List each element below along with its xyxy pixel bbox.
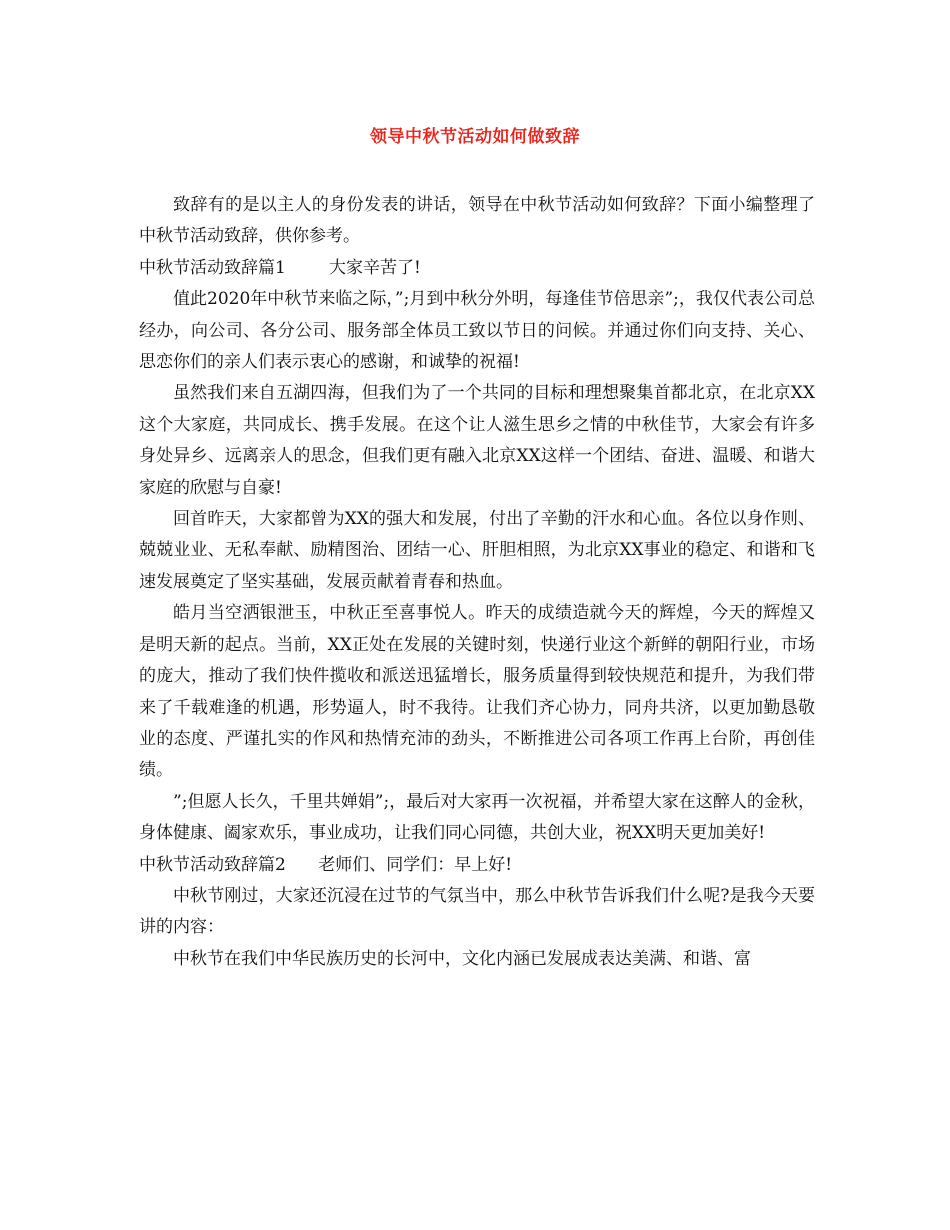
paragraph: 回首昨天，大家都曾为XX的强大和发展，付出了辛勤的汗水和心血。各位以身作则、兢兢业业、无私奉献、励精图治、团结一心、肝胆相照，为北京XX事业的稳定、和谐和飞速发展奠定了坚实基础，发展贡献着青春和热血。 <box>139 509 815 592</box>
paragraph: 皓月当空洒银泄玉，中秋正至喜事悦人。昨天的成绩造就今天的辉煌，今天的辉煌又是明天新的起点。当前，XX正处在发展的关键时刻，快递行业这个新鲜的朝阳行业，市场的庞大，推动了我们快件揽收和派送迅猛增长，服务质量得到较快规范和提升，为我们带来了千载难逢的机遇，形势逼人，时不我待。让我们齐心协力，同舟共济，以更加勤恳敬业的态度、严谨扎实的作风和热情充沛的劲头，不断推进公司各项工作再上台阶，再创佳绩。 <box>139 603 815 781</box>
section-heading-2: 中秋节活动致辞篇2 老师们、同学们：早上好! <box>139 854 513 875</box>
section-heading-1: 中秋节活动致辞篇1 大家辛苦了! <box>139 257 421 278</box>
paragraph: 虽然我们来自五湖四海，但我们为了一个共同的目标和理想聚集首都北京，在北京XX这个大家庭，共同成长、携手发展。在这个让人滋生思乡之情的中秋佳节，大家会有许多身处异乡、远离亲人的思念，但我们更有融入北京XX这样一个团结、奋进、温暖、和谐大家庭的欣慰与自豪! <box>139 383 815 498</box>
document-title: 领导中秋节活动如何做致辞 <box>370 127 580 147</box>
intro-paragraph: 致辞有的是以主人的身份发表的讲话，领导在中秋节活动如何致辞？下面小编整理了中秋节活动致辞，供你参考。 <box>139 195 815 247</box>
document-body <box>139 190 815 975</box>
paragraph: ”;但愿人长久，千里共婵娟”;，最后对大家再一次祝福，并希望大家在这醉人的金秋，身体健康、阖家欢乐，事业成功，让我们同心同德，共创大业，祝XX明天更加美好! <box>139 791 815 844</box>
paragraph: 中秋节刚过，大家还沉浸在过节的气氛当中，那么中秋节告诉我们什么呢?是我今天要讲的内容： <box>139 885 815 938</box>
paragraph: 中秋节在我们中华民族历史的长河中，文化内涵已发展成表达美满、和谐、富 <box>173 948 751 969</box>
paragraph: 值此2020年中秋节来临之际，”;月到中秋分外明，每逢佳节倍思亲”;，我仅代表公司总经办，向公司、各分公司、服务部全体员工致以节日的问候。并通过你们向支持、关心、思恋你们的亲人们表示衷心的感谢，和诚挚的祝福! <box>139 289 815 373</box>
